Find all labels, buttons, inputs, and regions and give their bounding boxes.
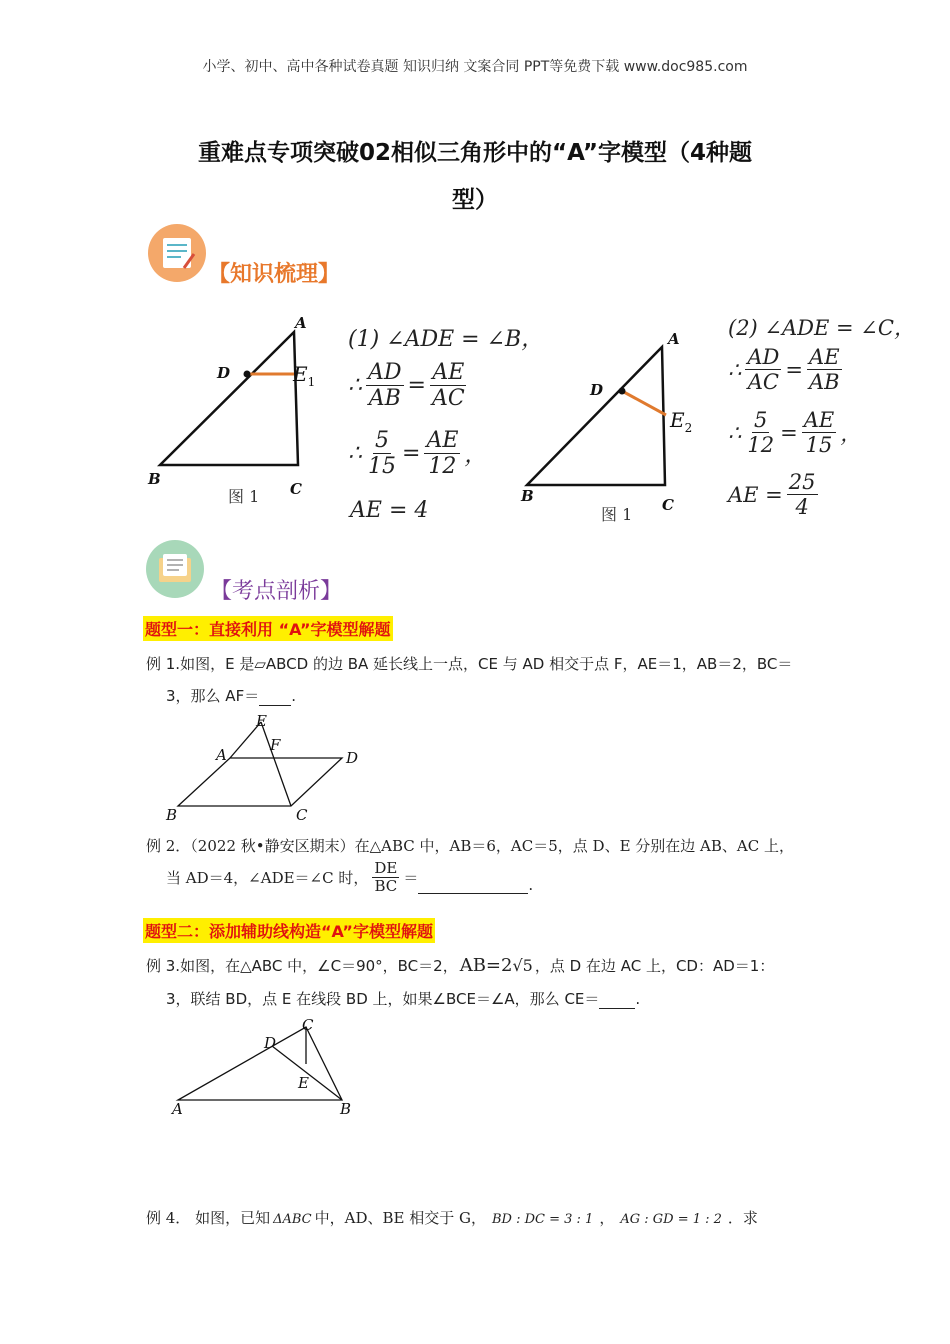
ex1-label-b: B [166,806,178,824]
type1-heading: 题型一：直接利用 “A”字模型解题 [143,616,393,641]
ex1-label-e: E [256,712,267,730]
page-title-line2: 型） [452,187,498,213]
knowledge-icon [148,224,206,282]
ex2-answer-blank[interactable] [418,875,528,894]
fig2-result: AE = $\frac{25}{4}$ [728,470,816,520]
figure2-triangle [515,335,693,510]
ex3-label-a: A [172,1100,183,1118]
ex3-label-d: D [264,1034,277,1052]
fig2-substitution: ∴ $\frac{5}{12}$ = $\frac{AE}{15}$ ， [728,408,862,458]
ex3-line1: 例 3.如图，在△ABC 中，∠C＝90°，BC＝2， AB=2√5 ，点 D 在边 AC 上，CD：AD＝1： [146,955,775,976]
fig1-proportion: ∴ $\frac{AD}{AB}$ = $\frac{AE}{AC}$ [348,360,465,412]
site-header: 小学、初中、高中各种试卷真题 知识归纳 文案合同 PPT等免费下载 www.doc985.com [202,59,748,75]
ex3-line2: 3，联结 BD，点 E 在线段 BD 上，如果∠BCE＝∠A，那么 CE＝ . [166,990,641,1008]
fig1-label-b: B [148,470,161,488]
type2-heading: 题型二：添加辅助线构造“A”字模型解题 [143,918,435,943]
fig1-caption: 图 1 [228,487,260,506]
fig2-label-a: A [668,330,680,348]
fig1-label-a: A [295,314,307,332]
fig1-condition: (1) ∠ADE = ∠B， [348,327,544,352]
ex1-label-f: F [270,736,281,754]
fig1-label-e: $E_1$ [293,362,316,389]
ex1-label-d: D [346,749,359,767]
ex1-line1: 例 1.如图，E 是▱ABCD 的边 BA 延长线上一点，CE 与 AD 相交于点 F，AE＝1，AB＝2，BC＝ [146,655,793,673]
fig2-label-e: $E_2$ [670,408,693,435]
fig2-label-d: D [590,381,604,399]
fig2-proportion: ∴ $\frac{AD}{AC}$ = $\frac{AE}{AB}$ [728,345,840,395]
ex3-answer-blank[interactable] [599,990,635,1009]
fig2-label-b: B [521,487,534,505]
ex3-figure [170,1016,360,1106]
ex4-line1: 例 4． 如图，已知 ΔABC 中，AD、BE 相交于 G， BD : DC = 3 : 1 ， AG : GD = 1 : 2 ．求 [146,1209,758,1227]
ex1-line2: 3，那么 AF＝ . [166,687,296,705]
ex3-label-e: E [298,1074,309,1092]
ex1-answer-blank[interactable] [259,687,291,706]
ex1-label-c: C [296,806,308,824]
ex2-line1: 例 2．（2022 秋•静安区期末）在△ABC 中，AB＝6，AC＝5，点 D、E 分别在边 AB、AC 上， [146,837,794,855]
fig2-caption: 图 1 [601,505,633,524]
fig1-substitution: ∴ $\frac{5}{15}$ = $\frac{AE}{12}$ ， [348,428,487,480]
page-title-line1: 重难点专项突破02相似三角形中的“A”字模型（4种题 [198,140,752,166]
fig1-result: AE = 4 [350,498,429,523]
ex1-label-a: A [216,746,227,764]
section-knowledge-title: 【知识梳理】 [208,262,341,287]
fig2-condition: (2) ∠ADE = ∠C， [728,316,915,340]
analysis-icon [146,540,204,598]
ex2-line2: 当 AD＝4，∠ADE＝∠C 时， $\frac{DE}{BC}$ ＝ . [166,859,534,896]
fig2-label-c: C [662,496,674,514]
fig1-label-d: D [217,364,231,382]
ex3-label-b: B [340,1100,352,1118]
section-analysis-title: 【考点剖析】 [210,579,343,604]
fig1-label-c: C [290,480,302,498]
ex3-label-c: C [302,1016,314,1034]
